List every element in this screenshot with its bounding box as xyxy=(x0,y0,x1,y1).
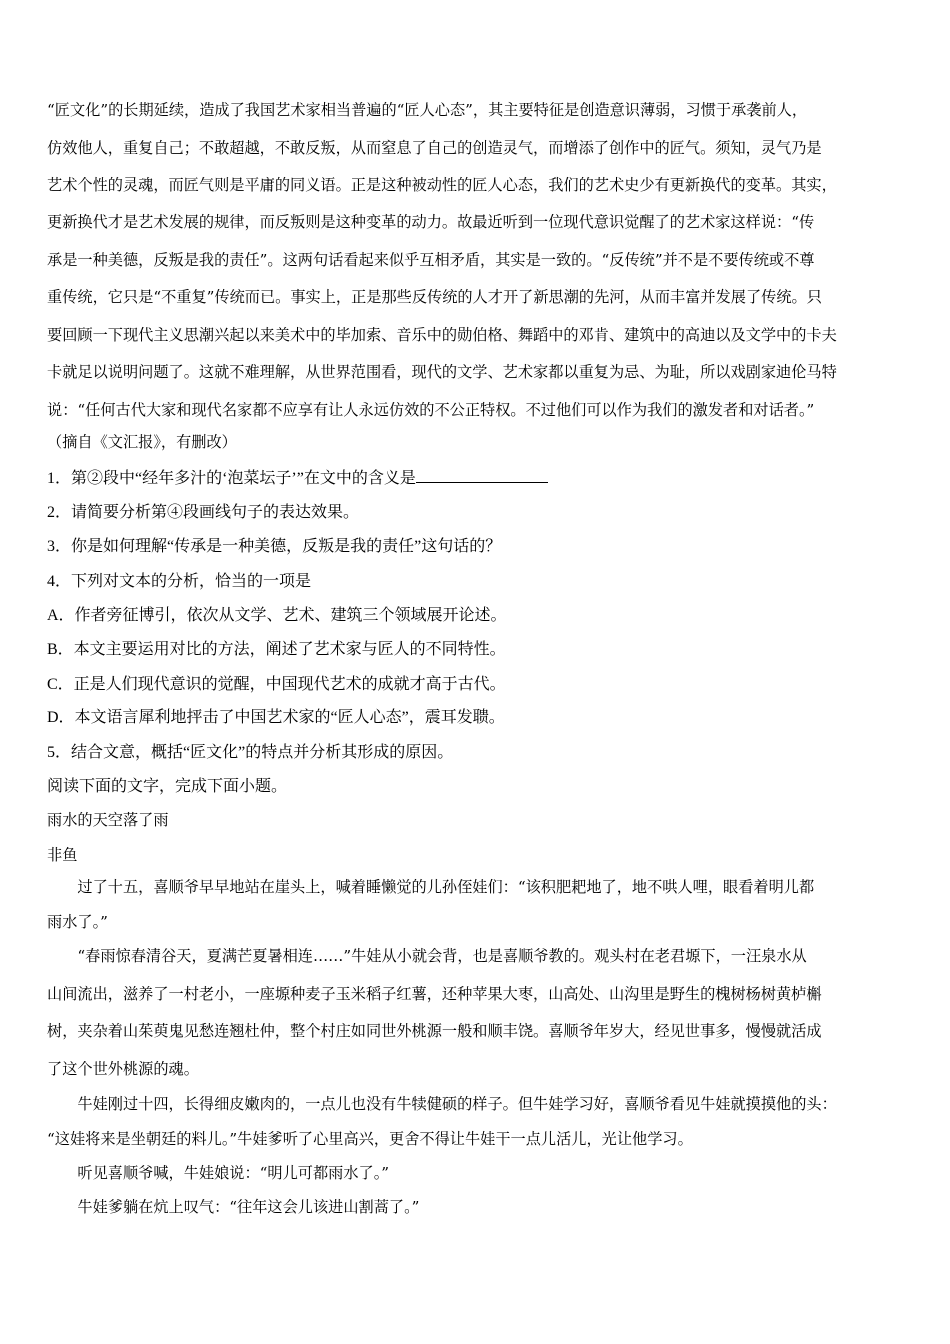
question-1 xyxy=(47,467,548,489)
story-line: 树，夹杂着山茱萸鬼见愁连翘杜仲，整个村庄如同世外桃源一般和顺丰饶。喜顺爷年岁大，经见世事多，慢慢就活成 xyxy=(47,1022,822,1040)
essay-line: 仿效他人，重复自己；不敢超越，不敢反叛，从而窒息了自己的创造灵气，而增添了创作中的匠气。须知，灵气乃是 xyxy=(47,139,822,157)
story-title: 雨水的天空落了雨 xyxy=(47,811,169,829)
story-line: 山间流出，滋养了一村老小，一座塬种麦子玉米稻子红薯，还种苹果大枣，山高处、山沟里是野生的槐树杨树黄栌槲 xyxy=(47,985,822,1003)
question-2: 2．请简要分析第④段画线句子的表达效果。 xyxy=(47,504,360,521)
essay-line: 卡就足以说明问题了。这就不难理解，从世界范围看，现代的文学、艺术家都以重复为忌、为耻，所以戏剧家迪伦马特 xyxy=(47,363,837,381)
source-note: （摘自《文汇报》，有删改） xyxy=(47,433,237,451)
question-3: 3．你是如何理解“传承是一种美德，反叛是我的责任”这句话的？ xyxy=(47,538,502,555)
story-line: 牛娃爹躺在炕上叹气：“往年这会儿该进山割蒿了。” xyxy=(47,1198,420,1216)
story-line: “这娃将来是坐朝廷的料儿。”牛娃爹听了心里高兴，更舍不得让牛娃干一点儿活儿，光让他学习。 xyxy=(47,1130,693,1148)
essay-line: 承是一种美德，反叛是我的责任”。这两句话看起来似乎互相矛盾，其实是一致的。“反传统”并不是不要传统或不尊 xyxy=(47,251,815,269)
option-b: B．本文主要运用对比的方法，阐述了艺术家与匠人的不同特性。 xyxy=(47,641,506,658)
essay-line: 艺术个性的灵魂，而匠气则是平庸的同义语。正是这种被动性的匠人心态，我们的艺术史少有更新换代的变革。其实， xyxy=(47,176,837,194)
story-line: “春雨惊春清谷天，夏满芒夏暑相连……”牛娃从小就会背，也是喜顺爷教的。观头村在老君塬下，一汪泉水从 xyxy=(47,947,807,965)
essay-line: 更新换代才是艺术发展的规律，而反叛则是这种变革的动力。故最近听到一位现代意识觉醒了的艺术家这样说：“传 xyxy=(47,213,815,231)
question-1-text: 1．第②段中“经年多汁的‘泡菜坛子’”在文中的含义是 xyxy=(47,470,416,487)
answer-blank[interactable] xyxy=(416,467,548,483)
essay-line: 说：“任何古代大家和现代名家都不应享有让人永远仿效的不公正特权。不过他们可以作为我们的激发者和对话者。” xyxy=(47,401,815,419)
story-line: 过了十五，喜顺爷早早地站在崖头上，喊着睡懒觉的儿孙侄娃们：“该积肥耙地了，地不哄人哩，眼看着明儿都 xyxy=(47,878,815,896)
question-4: 4．下列对文本的分析，恰当的一项是 xyxy=(47,573,312,590)
story-author: 非鱼 xyxy=(47,846,78,864)
story-line: 听见喜顺爷喊，牛娃娘说：“明儿可都雨水了。” xyxy=(47,1164,390,1182)
question-5: 5．结合文意，概括“匠文化”的特点并分析其形成的原因。 xyxy=(47,744,454,761)
essay-line: 重传统，它只是“不重复”传统而已。事实上，正是那些反传统的人才开了新思潮的先河，从而丰富并发展了传统。只 xyxy=(47,288,822,306)
reading-instruction: 阅读下面的文字，完成下面小题。 xyxy=(47,778,288,795)
story-line: 雨水了。” xyxy=(47,913,108,931)
essay-line: 要回顾一下现代主义思潮兴起以来美术中的毕加索、音乐中的勋伯格、舞蹈中的邓肯、建筑中的高迪以及文学中的卡夫 xyxy=(47,326,837,344)
story-line: 牛娃刚过十四，长得细皮嫩肉的，一点儿也没有牛犊健硕的样子。但牛娃学习好，喜顺爷看见牛娃就摸摸他的头： xyxy=(47,1095,837,1113)
essay-line: “匠文化”的长期延续，造成了我国艺术家相当普遍的“匠人心态”，其主要特征是创造意识薄弱，习惯于承袭前人， xyxy=(47,101,808,119)
option-a: A．作者旁征博引，依次从文学、艺术、建筑三个领域展开论述。 xyxy=(47,607,507,624)
story-line: 了这个世外桃源的魂。 xyxy=(47,1060,199,1078)
option-c: C．正是人们现代意识的觉醒，中国现代艺术的成就才高于古代。 xyxy=(47,676,506,693)
option-d: D．本文语言犀利地抨击了中国艺术家的“匠人心态”，震耳发聩。 xyxy=(47,709,505,726)
